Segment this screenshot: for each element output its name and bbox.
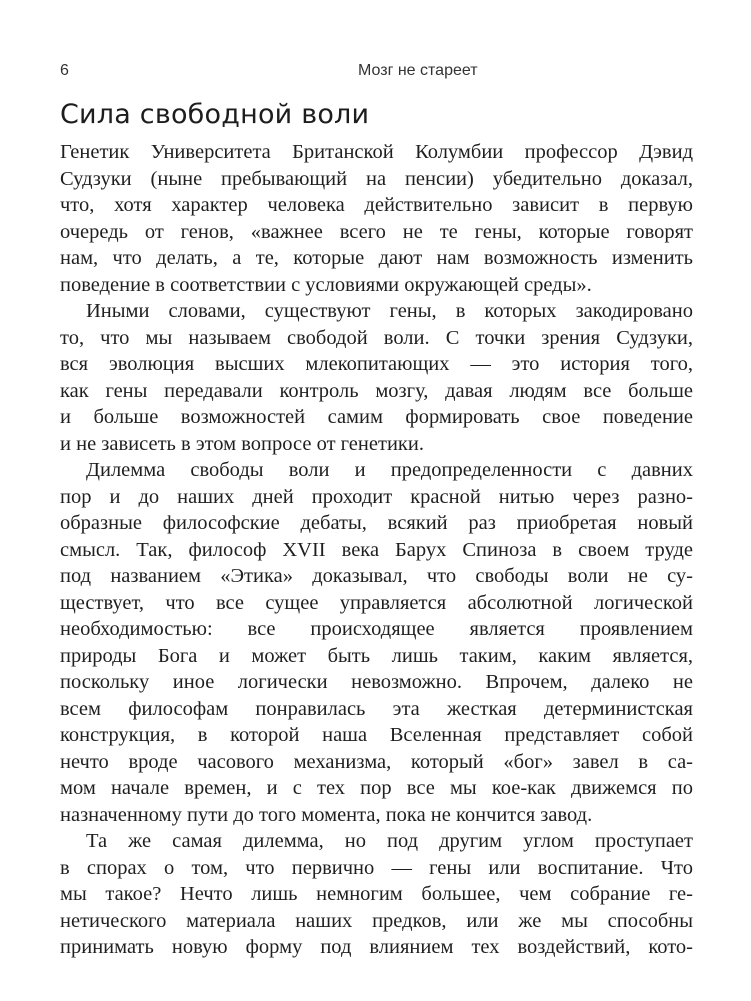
running-header	[60, 62, 693, 86]
text-line: пор и до наших дней проходит красной нитью через разно-	[60, 485, 693, 508]
text-line: природы Бога и может быть лишь таким, каким является,	[60, 644, 693, 667]
text-line: Та же самая дилемма, но под другим углом проступает	[86, 830, 693, 852]
text-line: нам, что делать, а те, которые дают нам возможность изменить	[60, 247, 693, 269]
text-line: нетического материала наших предков, или же мы способны	[60, 909, 693, 932]
text-line: образные философские дебаты, всякий раз приобретая новый	[60, 512, 693, 534]
text-line: всем философам понравилась эта жесткая детерминистская	[60, 697, 693, 720]
text-line: то, что мы называем свободой воли. С точки зрения Судзуки,	[60, 326, 693, 349]
text-line: смысл. Так, философ XVII века Барух Спиноза в своем труде	[60, 538, 693, 561]
text-line: назначенному пути до того момента, пока не кончится завод.	[60, 803, 593, 826]
text-line: мом начале времен, и с тех пор все мы кое-как движемся по	[60, 777, 693, 799]
text-line: под названием «Этика» доказывал, что свободы воли не су-	[60, 565, 693, 587]
text-line: как гены передавали контроль мозгу, давая людям все больше	[60, 379, 693, 402]
text-line: мы такое? Нечто лишь немногим большее, чем собрание ге-	[60, 883, 693, 905]
text-line: необходимостью: все происходящее является проявлением	[60, 618, 693, 640]
text-line: вся эволюция высших млекопитающих — это история того,	[60, 353, 693, 375]
text-line: Генетик Университета Британской Колумбии профессор Дэвид	[60, 141, 693, 163]
paragraph-1	[60, 139, 693, 298]
paragraph-4	[60, 828, 693, 961]
text-line: в спорах о том, что первично — гены или воспитание. Что	[60, 856, 693, 879]
text-line: Дилемма свободы воли и предопределенности с давних	[86, 459, 693, 481]
text-line: ществует, что все сущее управляется абсолютной логической	[60, 591, 693, 614]
text-line: поскольку иное логически невозможно. Впрочем, далеко не	[60, 671, 693, 693]
section-title: Сила свободной воли	[60, 99, 370, 130]
paragraph-2	[60, 298, 693, 457]
text-line: поведение в соответствии с условиями окружающей среды».	[60, 273, 592, 296]
text-line: Судзуки (ныне пребывающий на пенсии) убедительно доказал,	[60, 167, 693, 190]
text-line: и больше возможностей самим формировать свое поведение	[60, 406, 693, 428]
text-line: принимать новую форму под влиянием тех воздействий, кото-	[60, 936, 693, 958]
paragraph-3	[60, 457, 693, 828]
text-line: Иными словами, существуют гены, в которых закодировано	[86, 300, 693, 322]
text-line: и не зависеть в этом вопросе от генетики.	[60, 432, 424, 455]
book-title: Мозг не стареет	[358, 62, 478, 79]
body-text	[60, 139, 693, 961]
text-line: конструкция, в которой наша Вселенная представляет собой	[60, 724, 693, 746]
text-line: что, хотя характер человека действительно зависит в первую	[60, 194, 693, 216]
text-line: нечто вроде часового механизма, который «бог» завел в са-	[60, 750, 693, 773]
page-number: 6	[60, 62, 69, 79]
text-line: очередь от генов, «важнее всего не те гены, которые говорят	[60, 220, 693, 243]
